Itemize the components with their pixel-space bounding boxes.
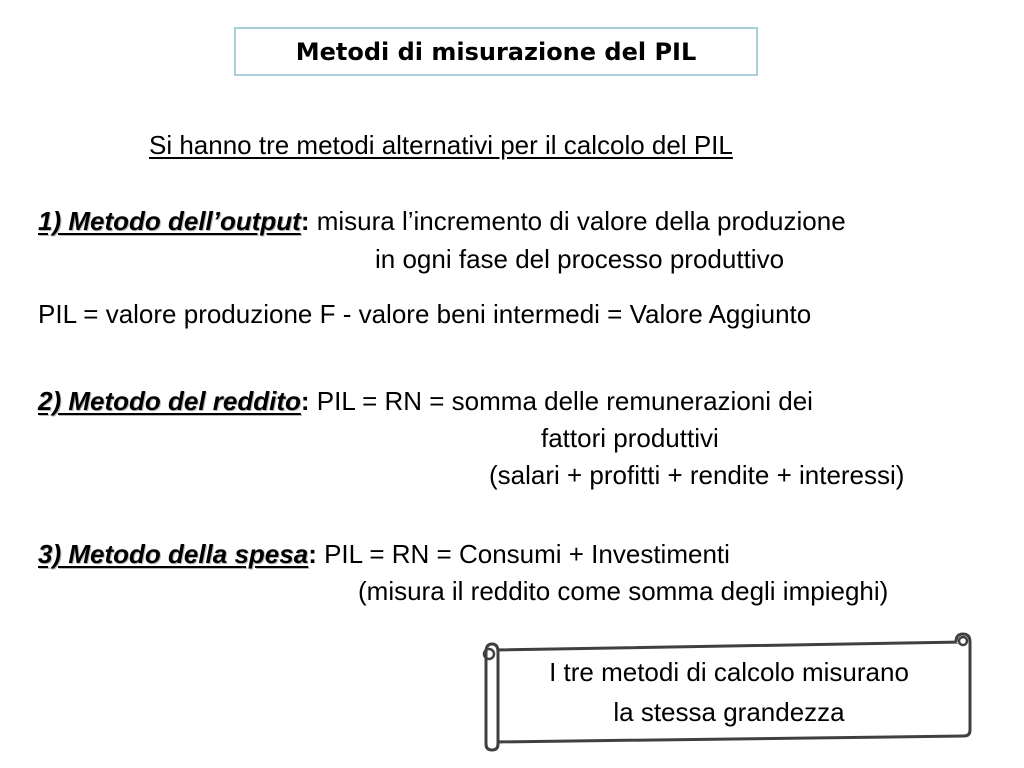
method2-label: 2) Metodo del reddito xyxy=(38,386,301,416)
method3-text1: PIL = RN = Consumi + Investimenti xyxy=(316,539,730,569)
slide-title xyxy=(234,27,758,76)
method3-label: 3) Metodo della spesa xyxy=(38,539,309,569)
method2-colon: : xyxy=(300,386,310,416)
callout-line1: I tre metodi di calcolo misurano xyxy=(549,657,909,687)
method3-colon: : xyxy=(308,539,317,569)
method3-line1 xyxy=(38,539,730,569)
method1-line1 xyxy=(38,206,846,236)
method1-label: 1) Metodo dell’output xyxy=(38,206,301,236)
method2-line2: fattori produttivi xyxy=(541,423,719,453)
slide-title-text: Metodi di misurazione del PIL xyxy=(295,37,697,66)
scroll-text xyxy=(494,652,964,732)
method1-text1: misura l’incremento di valore della produzione xyxy=(309,206,846,236)
subtitle: Si hanno tre metodi alternativi per il calcolo del PIL xyxy=(149,130,733,160)
scroll-callout xyxy=(476,630,976,752)
callout-line2: la stessa grandezza xyxy=(613,697,845,727)
method2-line3: (salari + profitti + rendite + interessi) xyxy=(489,460,905,490)
method2-line1 xyxy=(38,386,813,416)
method1-line2: in ogni fase del processo produttivo xyxy=(375,244,785,274)
method3-line2: (misura il reddito come somma degli impieghi) xyxy=(358,576,889,606)
method1-colon: : xyxy=(300,206,310,236)
formula-line: PIL = valore produzione F - valore beni intermedi = Valore Aggiunto xyxy=(38,299,812,329)
method2-text1: PIL = RN = somma delle remunerazioni dei xyxy=(309,386,813,416)
